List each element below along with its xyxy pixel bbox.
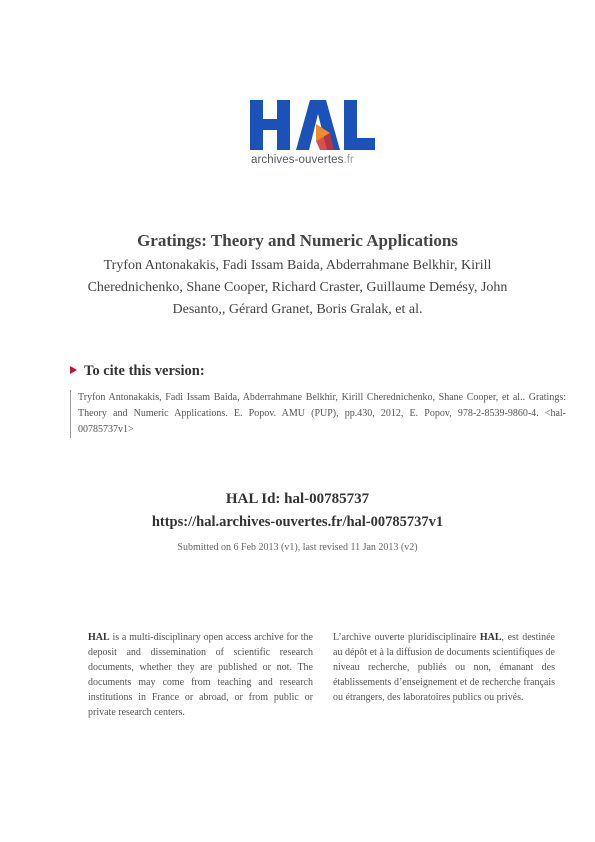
- description-en: HAL is a multi-disciplinary open access archive for the deposit and dissemination of scientific research documents, whether they are published or not. The documents may come from teaching and research institutions in France or abroad, or from public or private research centers.: [88, 632, 313, 718]
- submission-date: Submitted on 6 Feb 2013 (v1), last revised 11 Jan 2013 (v2): [177, 542, 418, 553]
- citation-text: Tryfon Antonakakis, Fadi Issam Baida, Abderrahmane Belkhir, Kirill Cherednichenko, Shane Cooper, et al.. Gratings: Theory and Numeric Applications. E. Popov. AMU (PUP), pp.430, 2012, E. Popov, 978-2-8539-9860-4. <hal-00785737v1>: [78, 392, 566, 435]
- logo-subtitle: archives-ouvertes.fr: [251, 154, 354, 166]
- citation-box: [70, 390, 566, 438]
- document-authors: Tryfon Antonakakis, Fadi Issam Baida, Abderrahmane Belkhir, Kirill Cherednichenko, Shane Cooper, Richard Craster, Guillaume Demésy, John Desanto,, Gérard Granet, Boris Gralak, et al.: [87, 258, 508, 317]
- description-fr: L’archive ouverte pluridisciplinaire HAL, est destinée au dépôt et à la diffusion de documents scientifiques de niveau recherche, publiés ou non, émanant des établissements d’enseignement et de recherche français ou étrangers, des laboratoires publics ou privés.: [333, 632, 556, 703]
- cite-heading: To cite this version:: [70, 363, 205, 380]
- document-title: Gratings: Theory and Numeric Applications: [137, 231, 458, 250]
- hal-url-link[interactable]: https://hal.archives-ouvertes.fr/hal-00785737v1: [151, 514, 444, 530]
- triangle-bullet-icon: [70, 366, 77, 374]
- hal-id: HAL Id: hal-00785737: [225, 491, 370, 507]
